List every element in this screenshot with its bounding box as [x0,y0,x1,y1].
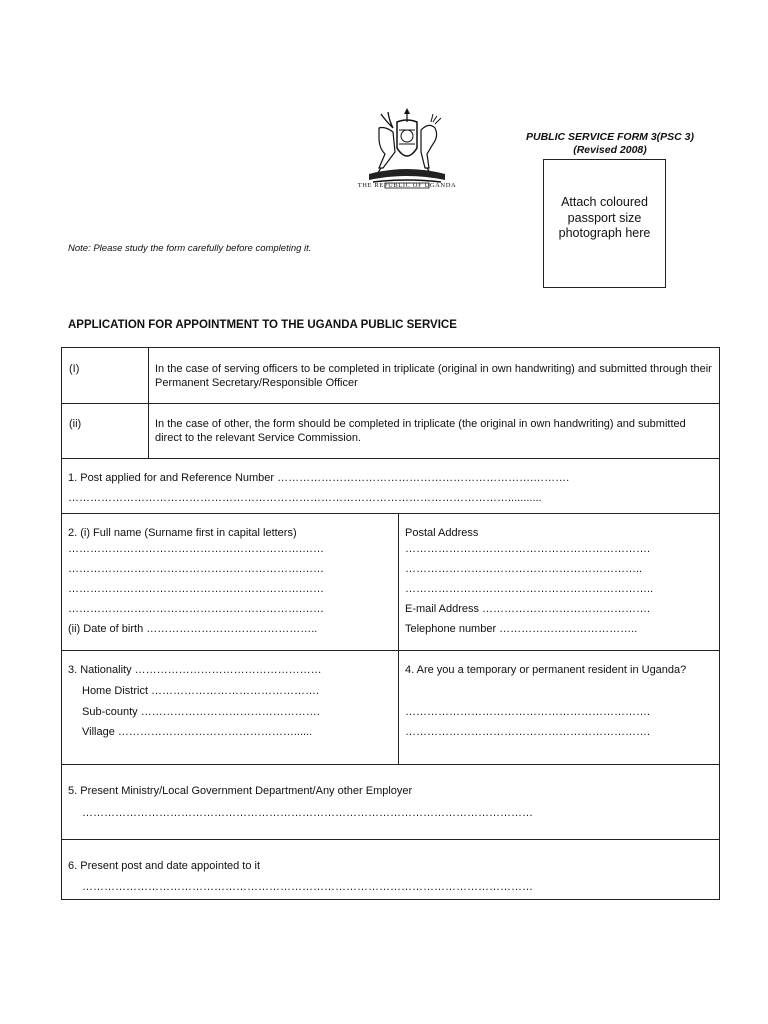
instruction-label-2: (ii) [69,418,82,430]
form-title: PUBLIC SERVICE FORM 3(PSC 3) [525,131,695,143]
postal-address-field[interactable]: ……………………………………………………….. [405,563,643,575]
full-name-field[interactable]: ……………………………………………………….…… [68,543,325,555]
sub-county-field[interactable]: Sub-county …………………………………………. [82,706,320,718]
full-name-label: 2. (i) Full name (Surname first in capital letters) [68,527,297,539]
residency-question: 4. Are you a temporary or permanent resident in Uganda? [405,664,687,676]
date-of-birth-field[interactable]: (ii) Date of birth ……………………………………….. [68,623,318,635]
present-post-field[interactable]: …………………………………………………………………………………………………………… [82,881,533,893]
instruction-text-1: In the case of serving officers to be completed in triplicate (original in own handwriting) and submitted through their Permanent Secretary/Responsible Officer [155,363,712,389]
instruction-text-2: In the case of other, the form should be completed in triplicate (the original in own handwriting) and submitted direct to the relevant Service Commission. [155,418,686,444]
form-revision: (Revised 2008) [573,144,647,156]
present-employer-field[interactable]: …………………………………………………………………………………………………………… [82,807,533,819]
full-name-field[interactable]: ……………………………………………………….…… [68,603,325,615]
postal-address-field[interactable]: …………………………………………………………. [405,543,651,555]
passport-photo-box[interactable] [543,159,666,288]
residency-field[interactable]: …………………………………………………………. [405,706,651,718]
post-applied-field[interactable]: 1. Post applied for and Reference Number …………………………………………………………….………. [68,472,570,484]
nationality-field[interactable]: 3. Nationality …………………………………………… [68,664,322,676]
home-district-field[interactable]: Home District ………………………………………. [82,685,320,697]
coat-of-arms-icon [355,108,459,190]
instruction-note: Note: Please study the form carefully before completing it. [68,243,312,254]
page-title: APPLICATION FOR APPOINTMENT TO THE UGANDA PUBLIC SERVICE [68,319,457,331]
present-post-label: 6. Present post and date appointed to it [68,860,261,872]
village-field[interactable]: Village …………………………………………...... [82,726,313,738]
postal-address-label: Postal Address [405,527,479,539]
application-form-table [61,347,720,900]
telephone-field[interactable]: Telephone number ……………………………….. [405,623,638,635]
postal-address-field[interactable]: ………………………………………………………….. [405,583,654,595]
full-name-field[interactable]: ……………………………………………………….…… [68,583,325,595]
uganda-coat-of-arms [355,108,459,190]
present-employer-label: 5. Present Ministry/Local Government Department/Any other Employer [68,785,413,797]
republic-caption: THE REPUBLIC OF UGANDA [357,182,457,189]
email-field[interactable]: E-mail Address ………………………………………. [405,603,651,615]
full-name-field[interactable]: ……………………………………………………….…… [68,563,325,575]
photo-box-text: Attach coloured passport size photograph here [558,195,651,240]
residency-field[interactable]: …………………………………………………………. [405,726,651,738]
post-applied-field-continued[interactable]: …………………………………………………………………………………………………………........... [68,492,542,504]
instruction-label-1: (I) [69,363,80,375]
form-title-block [505,131,715,157]
